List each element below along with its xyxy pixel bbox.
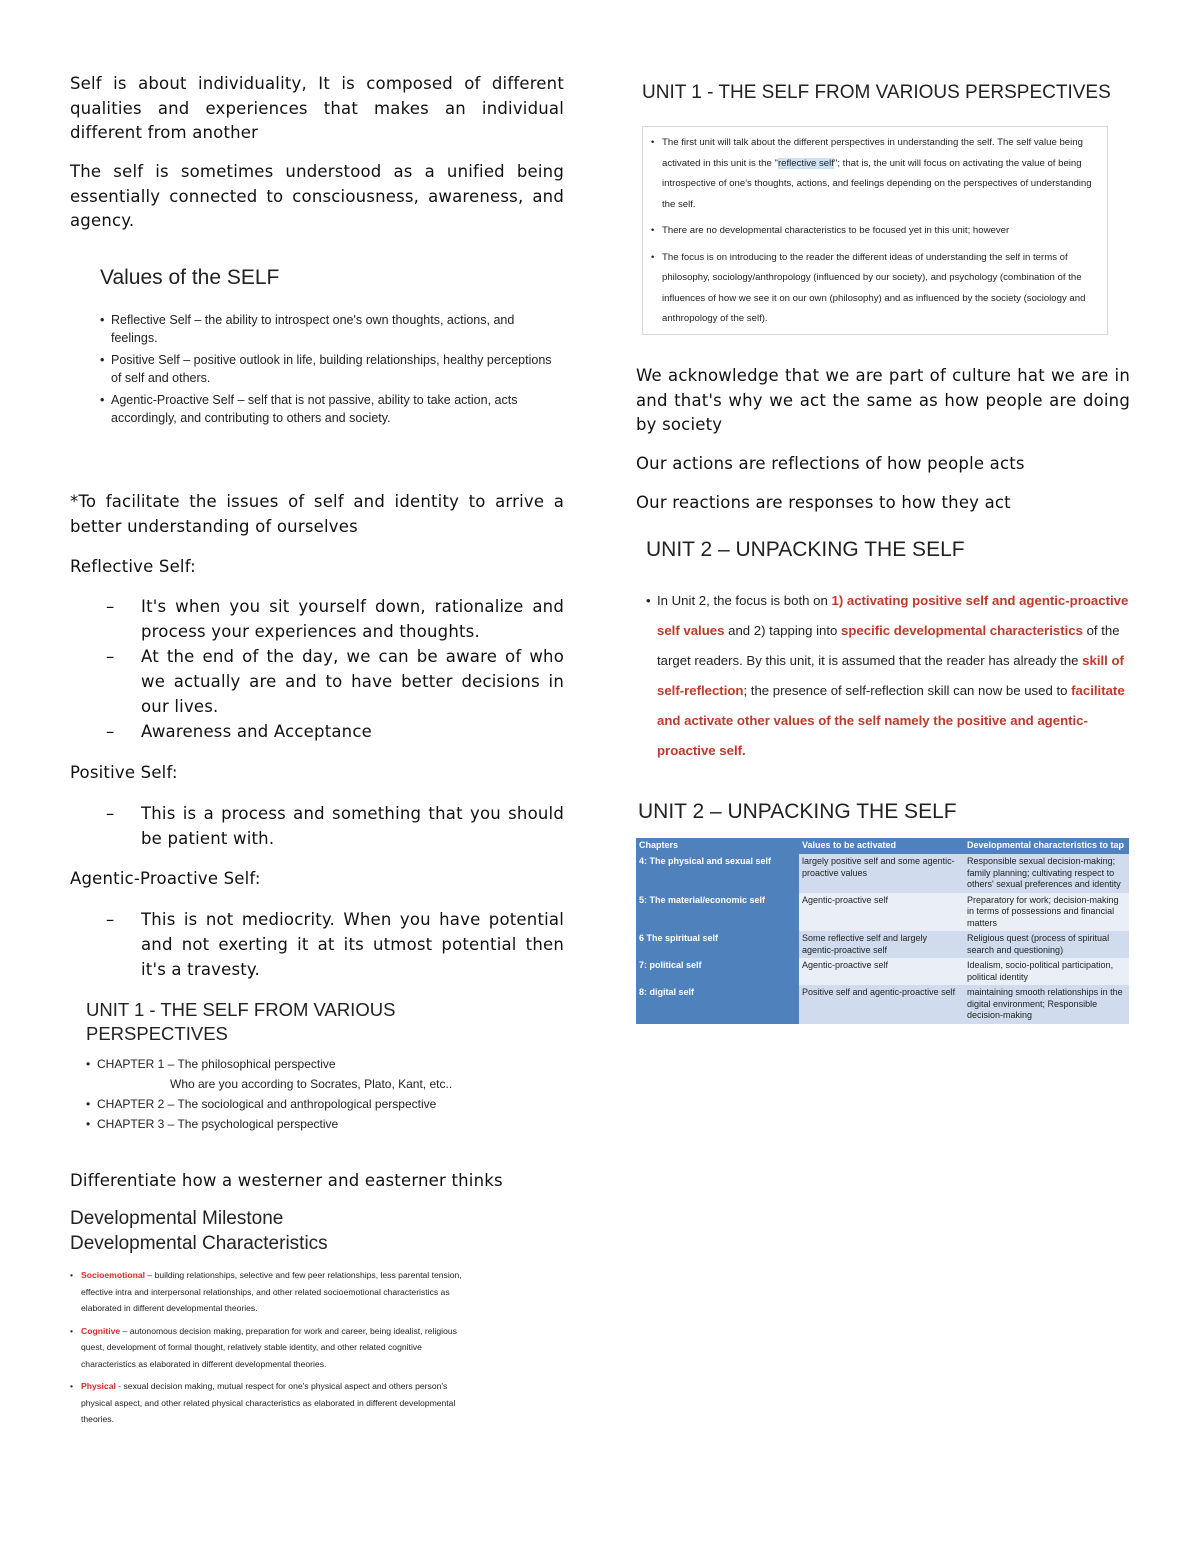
unit1-chapters-slide	[86, 998, 556, 1134]
unit2-item	[646, 586, 1136, 766]
item-text: The first unit will talk about the different perspectives in understanding the self. The self value being activated in this unit is the "	[662, 137, 1083, 169]
unit1-description-list	[651, 133, 1101, 330]
table-row	[636, 893, 1129, 932]
table-cell: Agentic-proactive self	[799, 958, 964, 985]
highlight-text: reflective self	[777, 157, 834, 169]
table-cell: Preparatory for work; decision-making in terms of possessions and financial matters	[964, 893, 1129, 932]
item-label: Physical	[81, 1381, 116, 1391]
title-line: Developmental Milestone	[70, 1208, 284, 1229]
developmental-item	[70, 1378, 470, 1428]
reflective-heading: Reflective Self:	[70, 557, 196, 576]
developmental-list	[70, 1267, 470, 1428]
item-text: – autonomous decision making, preparation for work and career, being idealist, religious quest, development of formal thought, relatively stable identity, and other related cognitive characteristics as elaborated in different developmental theories.	[81, 1325, 457, 1369]
positive-heading: Positive Self:	[70, 763, 178, 782]
table-row	[636, 854, 1129, 893]
chapter-subtext: Who are you according to Socrates, Plato, Kant, etc..	[170, 1077, 453, 1091]
facilitate-paragraph: *To facilitate the issues of self and identity to arrive a better understanding of ourselves	[70, 492, 564, 536]
values-item: • Positive Self – positive outlook in life, building relationships, healthy perceptions of self and others.	[100, 352, 560, 387]
description-item: • There are no developmental characteristics to be focused yet in this unit; however	[651, 221, 1101, 242]
values-slide	[100, 266, 560, 427]
developmental-slide	[70, 1206, 470, 1428]
list-item: – It's when you sit yourself down, rationalize and process your experiences and thoughts.	[70, 594, 564, 644]
emphasis-text: 1) activating positive self and agentic-proactive self values	[657, 593, 1129, 638]
values-item: • Agentic-Proactive Self – self that is not passive, ability to take action, acts accordingly, and contributing to others and society.	[100, 392, 560, 427]
chapter-item	[86, 1054, 556, 1094]
table-cell: 6 The spiritual self	[636, 931, 799, 958]
description-item: • The focus is on introducing to the reader the different ideas of understanding the self in terms of philosophy, sociology/anthropology (influenced by our society), and psychology (combination of the influences of how we see it on our own (philosophy) and as influenced by the society (sociology and anthropology of the self).	[651, 248, 1101, 330]
unit2-table	[636, 838, 1129, 1024]
chapter-item: • CHAPTER 2 – The sociological and anthropological perspective	[86, 1094, 556, 1114]
item-text: - sexual decision making, mutual respect for one's physical aspect and others person's physical aspect, and other related physical characteristics as elaborated in different developmental theories.	[81, 1381, 456, 1424]
list-item: – This is not mediocrity. When you have potential and not exerting it at its utmost potential then it's a travesty.	[70, 907, 564, 982]
chapter-label: CHAPTER 1 – The philosophical perspective	[97, 1057, 336, 1071]
title-line: Developmental Characteristics	[70, 1233, 328, 1254]
intro-paragraph-2: The self is sometimes understood as a unified being essentially connected to consciousness, awareness, and agency.	[70, 162, 564, 230]
intro-paragraph-1: Self is about individuality, It is composed of different qualities and experiences that makes an individual different from another	[70, 74, 564, 142]
list-item: – This is a process and something that you should be patient with.	[70, 801, 564, 851]
unit2-table-title: UNIT 2 – UNPACKING THE SELF	[638, 800, 957, 823]
title-line: UNIT 1 - THE SELF FROM VARIOUS	[86, 999, 396, 1020]
table-cell: 5: The material/economic self	[636, 893, 799, 932]
agentic-heading: Agentic-Proactive Self:	[70, 869, 261, 888]
unit1-chapters-title	[86, 998, 556, 1046]
table-row	[636, 958, 1129, 985]
chapter-list	[86, 1054, 556, 1134]
values-slide-title: Values of the SELF	[100, 266, 280, 289]
unit1-description-title: UNIT 1 - THE SELF FROM VARIOUS PERSPECTIVES	[642, 82, 1111, 103]
table-row	[636, 985, 1129, 1024]
unit2-slide	[646, 538, 1136, 766]
column-header: Chapters	[636, 838, 799, 854]
emphasis-text: skill of self-reflection	[657, 653, 1124, 698]
table-cell: Responsible sexual decision-making; family planning; cultivating respect to others' sexual preferences and identity	[964, 854, 1129, 893]
positive-list	[70, 801, 564, 851]
table-cell: Agentic-proactive self	[799, 893, 964, 932]
item-label: Socioemotional	[81, 1270, 145, 1280]
table-row	[636, 931, 1129, 958]
chapter-item: • CHAPTER 3 – The psychological perspective	[86, 1114, 556, 1134]
item-text: "; that is, the unit will focus on activating the value of being introspective of one's thoughts, actions, and feelings depending on the perspectives of understanding the self.	[662, 157, 1092, 210]
developmental-item	[70, 1323, 470, 1373]
emphasis-text: facilitate and activate other values of the self namely the positive and agentic-proactive self.	[657, 683, 1125, 758]
developmental-item	[70, 1267, 470, 1317]
emphasis-text: specific developmental characteristics	[841, 623, 1083, 638]
description-item	[651, 133, 1101, 215]
table-cell: largely positive self and some agentic-proactive values	[799, 854, 964, 893]
item-text: ; the presence of self-reflection skill can now be used to	[743, 683, 1072, 698]
list-item: – Awareness and Acceptance	[70, 719, 564, 744]
list-item: – At the end of the day, we can be aware of who we actually are and to have better decisions in our lives.	[70, 644, 564, 719]
item-text: – building relationships, selective and few peer relationships, less parental tension, effective intra and interpersonal relationships, and other related socioemotional characteristics as elaborated in different developmental theories.	[81, 1270, 462, 1313]
item-text: of the target readers. By this unit, it is assumed that the reader has already the	[657, 623, 1120, 668]
table-cell: Idealism, socio-political participation, political identity	[964, 958, 1129, 985]
column-header: Developmental characteristics to tap	[964, 838, 1129, 854]
unit1-description-slide	[642, 82, 1130, 335]
unit2-slide-title: UNIT 2 – UNPACKING THE SELF	[646, 538, 965, 561]
table-cell: maintaining smooth relationships in the digital environment; Responsible decision-making	[964, 985, 1129, 1024]
table-header-row	[636, 838, 1129, 854]
values-list	[100, 312, 560, 427]
reflective-list	[70, 594, 564, 744]
table-cell: Positive self and agentic-proactive self	[799, 985, 964, 1024]
column-header: Values to be activated	[799, 838, 964, 854]
item-label: Cognitive	[81, 1325, 121, 1336]
unit2-table-slide	[636, 800, 1130, 1024]
culture-paragraph: We acknowledge that we are part of culture hat we are in and that's why we act the same as how people are doing by society	[636, 366, 1130, 434]
table-cell: 4: The physical and sexual self	[636, 854, 799, 893]
table-cell: 8: digital self	[636, 985, 799, 1024]
actions-paragraph: Our actions are reflections of how people acts	[636, 454, 1025, 473]
unit1-description-box	[642, 126, 1108, 335]
developmental-slide-title	[70, 1206, 470, 1256]
table-cell: 7: political self	[636, 958, 799, 985]
item-text: and 2) tapping into	[728, 623, 842, 638]
table-cell: Religious quest (process of spiritual search and questioning)	[964, 931, 1129, 958]
item-text: In Unit 2, the focus is both on	[657, 593, 832, 608]
unit2-list	[646, 586, 1136, 766]
differentiate-paragraph: Differentiate how a westerner and easterner thinks	[70, 1171, 503, 1190]
reactions-paragraph: Our reactions are responses to how they act	[636, 493, 1011, 512]
values-item: • Reflective Self – the ability to introspect one's own thoughts, actions, and feelings.	[100, 312, 560, 347]
table-cell: Some reflective self and largely agentic-proactive self	[799, 931, 964, 958]
title-line: PERSPECTIVES	[86, 1023, 228, 1044]
agentic-list	[70, 907, 564, 982]
